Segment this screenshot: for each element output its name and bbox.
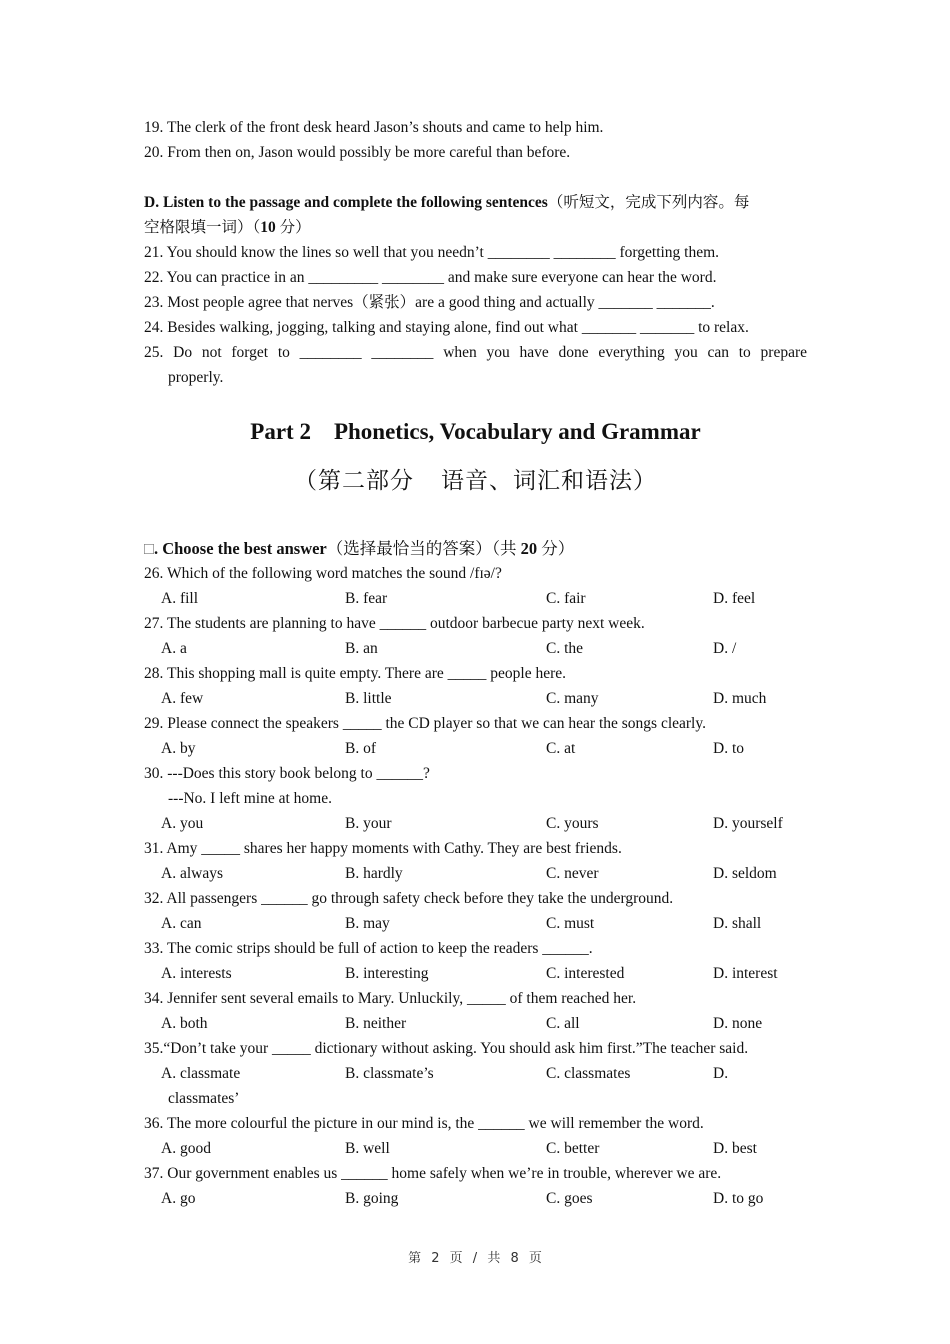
question-stem: 33. The comic strips should be full of action to keep the readers ______. [144,940,593,957]
question-stem: 32. All passengers ______ go through safety check before they take the underground. [144,890,674,907]
answer-option: B. fear [345,590,388,607]
page-footer: 第 2 页 / 共 8 页 [408,1251,542,1266]
answer-option: D. [713,1065,729,1082]
section-i-heading-en: . Choose the best answer [153,539,327,558]
answer-option: B. little [345,690,392,707]
answer-option: B. going [345,1190,399,1207]
answer-options [144,736,807,761]
question-stem: 34. Jennifer sent several emails to Mary. Unluckily, _____ of them reached her. [144,990,637,1007]
item-25-cont: properly. [168,369,224,386]
answer-option: C. must [546,915,595,932]
answer-option-wrap: classmates’ [168,1090,240,1107]
section-i-points: 20 [520,539,538,558]
answer-options [144,686,807,711]
answer-option: A. by [161,740,196,757]
section-d-heading-cont [144,215,807,240]
answer-option: B. neither [345,1015,407,1032]
answer-option: D. best [713,1140,757,1157]
answer-option: C. better [546,1140,600,1157]
question-stem: 35.“Don’t take your _____ dictionary without asking. You should ask him first.”The teacher said. [144,1040,749,1057]
item-25: 25. Do not forget to ________ ________ when you have done everything you can to prepare [144,344,807,361]
answer-option: A. few [161,690,204,707]
answer-option: D. much [713,690,767,707]
answer-option: D. seldom [713,865,777,882]
section-i-heading [144,536,807,561]
answer-option: A. classmate [161,1065,241,1082]
item-24: 24. Besides walking, jogging, talking and staying alone, find out what _______ _______ to relax. [144,319,749,336]
answer-option: C. classmates [546,1065,631,1082]
section-d-heading [144,190,807,215]
part2-title: Part 2 Phonetics, Vocabulary and Grammar [250,419,701,444]
answer-option: B. interesting [345,965,429,982]
answer-options [144,1186,807,1211]
answer-option: A. you [161,815,204,832]
answer-option: B. may [345,915,390,932]
section-d-heading-cn2: 空格限填一词）（ [144,219,261,236]
answer-option: A. always [161,865,223,882]
item-23: 23. Most people agree that nerves（紧张）are a good thing and actually _______ _______. [144,294,715,311]
question-stem: 30. ---Does this story book belong to ______? [144,765,430,782]
question-stem: 27. The students are planning to have ______ outdoor barbecue party next week. [144,615,645,632]
question-list [144,561,807,1211]
section-d-points: 10 [260,219,276,236]
answer-option: C. interested [546,965,625,982]
answer-option: B. of [345,740,376,757]
answer-option: C. goes [546,1190,593,1207]
answer-option: C. yours [546,815,599,832]
answer-options [144,1136,807,1161]
answer-option: C. the [546,640,584,657]
answer-option: A. can [161,915,202,932]
answer-options [144,586,807,611]
question-stem: 28. This shopping mall is quite empty. There are _____ people here. [144,665,566,682]
answer-options [144,811,807,836]
question-dialogue-line: ---No. I left mine at home. [168,790,332,807]
answer-option: D. to go [713,1190,764,1207]
answer-option: D. feel [713,590,756,607]
section-d-heading-cn3: 分） [275,219,311,236]
item-21: 21. You should know the lines so well that you needn’t ________ ________ forgetting them. [144,244,720,261]
answer-option: C. never [546,865,599,882]
part2-subtitle: （第二部分 语音、词汇和语法） [294,468,657,493]
answer-options [144,911,807,936]
answer-option: C. at [546,740,576,757]
answer-option: A. fill [161,590,199,607]
answer-option: C. all [546,1015,580,1032]
answer-option: B. an [345,640,378,657]
answer-option: D. interest [713,965,778,982]
question-stem: 37. Our government enables us ______ home safely when we’re in trouble, wherever we are. [144,1165,722,1182]
answer-option: A. go [161,1190,196,1207]
sentence-19: 19. The clerk of the front desk heard Jason’s shouts and came to help him. [144,119,604,136]
answer-option: C. many [546,690,599,707]
answer-option: A. interests [161,965,232,982]
answer-option: B. classmate’s [345,1065,434,1082]
question-stem: 26. Which of the following word matches the sound /fɪə/? [144,565,502,582]
answer-options [144,636,807,661]
section-i-heading-cn-end: 分） [537,539,575,558]
answer-option: D. none [713,1015,763,1032]
answer-option: C. fair [546,590,586,607]
answer-option: A. a [161,640,187,657]
answer-option: D. / [713,640,737,657]
answer-options [144,961,807,986]
answer-option: A. good [161,1140,211,1157]
sentence-20: 20. From then on, Jason would possibly be more careful than before. [144,144,571,161]
question-stem: 29. Please connect the speakers _____ the CD player so that we can hear the songs clearly. [144,715,706,732]
answer-option: D. to [713,740,744,757]
answer-option: B. your [345,815,392,832]
item-22: 22. You can practice in an _________ ________ and make sure everyone can hear the word. [144,269,717,286]
section-d-heading-cn: （听短文，完成下列内容。每 [547,194,750,211]
document-page [144,115,807,1211]
answer-option: D. yourself [713,815,783,832]
section-d-heading-en: D. Listen to the passage and complete the following sentences [144,194,548,211]
answer-option: A. both [161,1015,208,1032]
section-marker: □ [144,539,154,558]
section-i-heading-cn: （选择最恰当的答案）（共 [326,539,521,558]
answer-options [144,1061,807,1086]
question-stem: 36. The more colourful the picture in our mind is, the ______ we will remember the word. [144,1115,704,1132]
answer-option: B. well [345,1140,390,1157]
answer-option: B. hardly [345,865,403,882]
question-stem: 31. Amy _____ shares her happy moments with Cathy. They are best friends. [144,840,622,857]
answer-options [144,1011,807,1036]
answer-options [144,861,807,886]
answer-option: D. shall [713,915,762,932]
